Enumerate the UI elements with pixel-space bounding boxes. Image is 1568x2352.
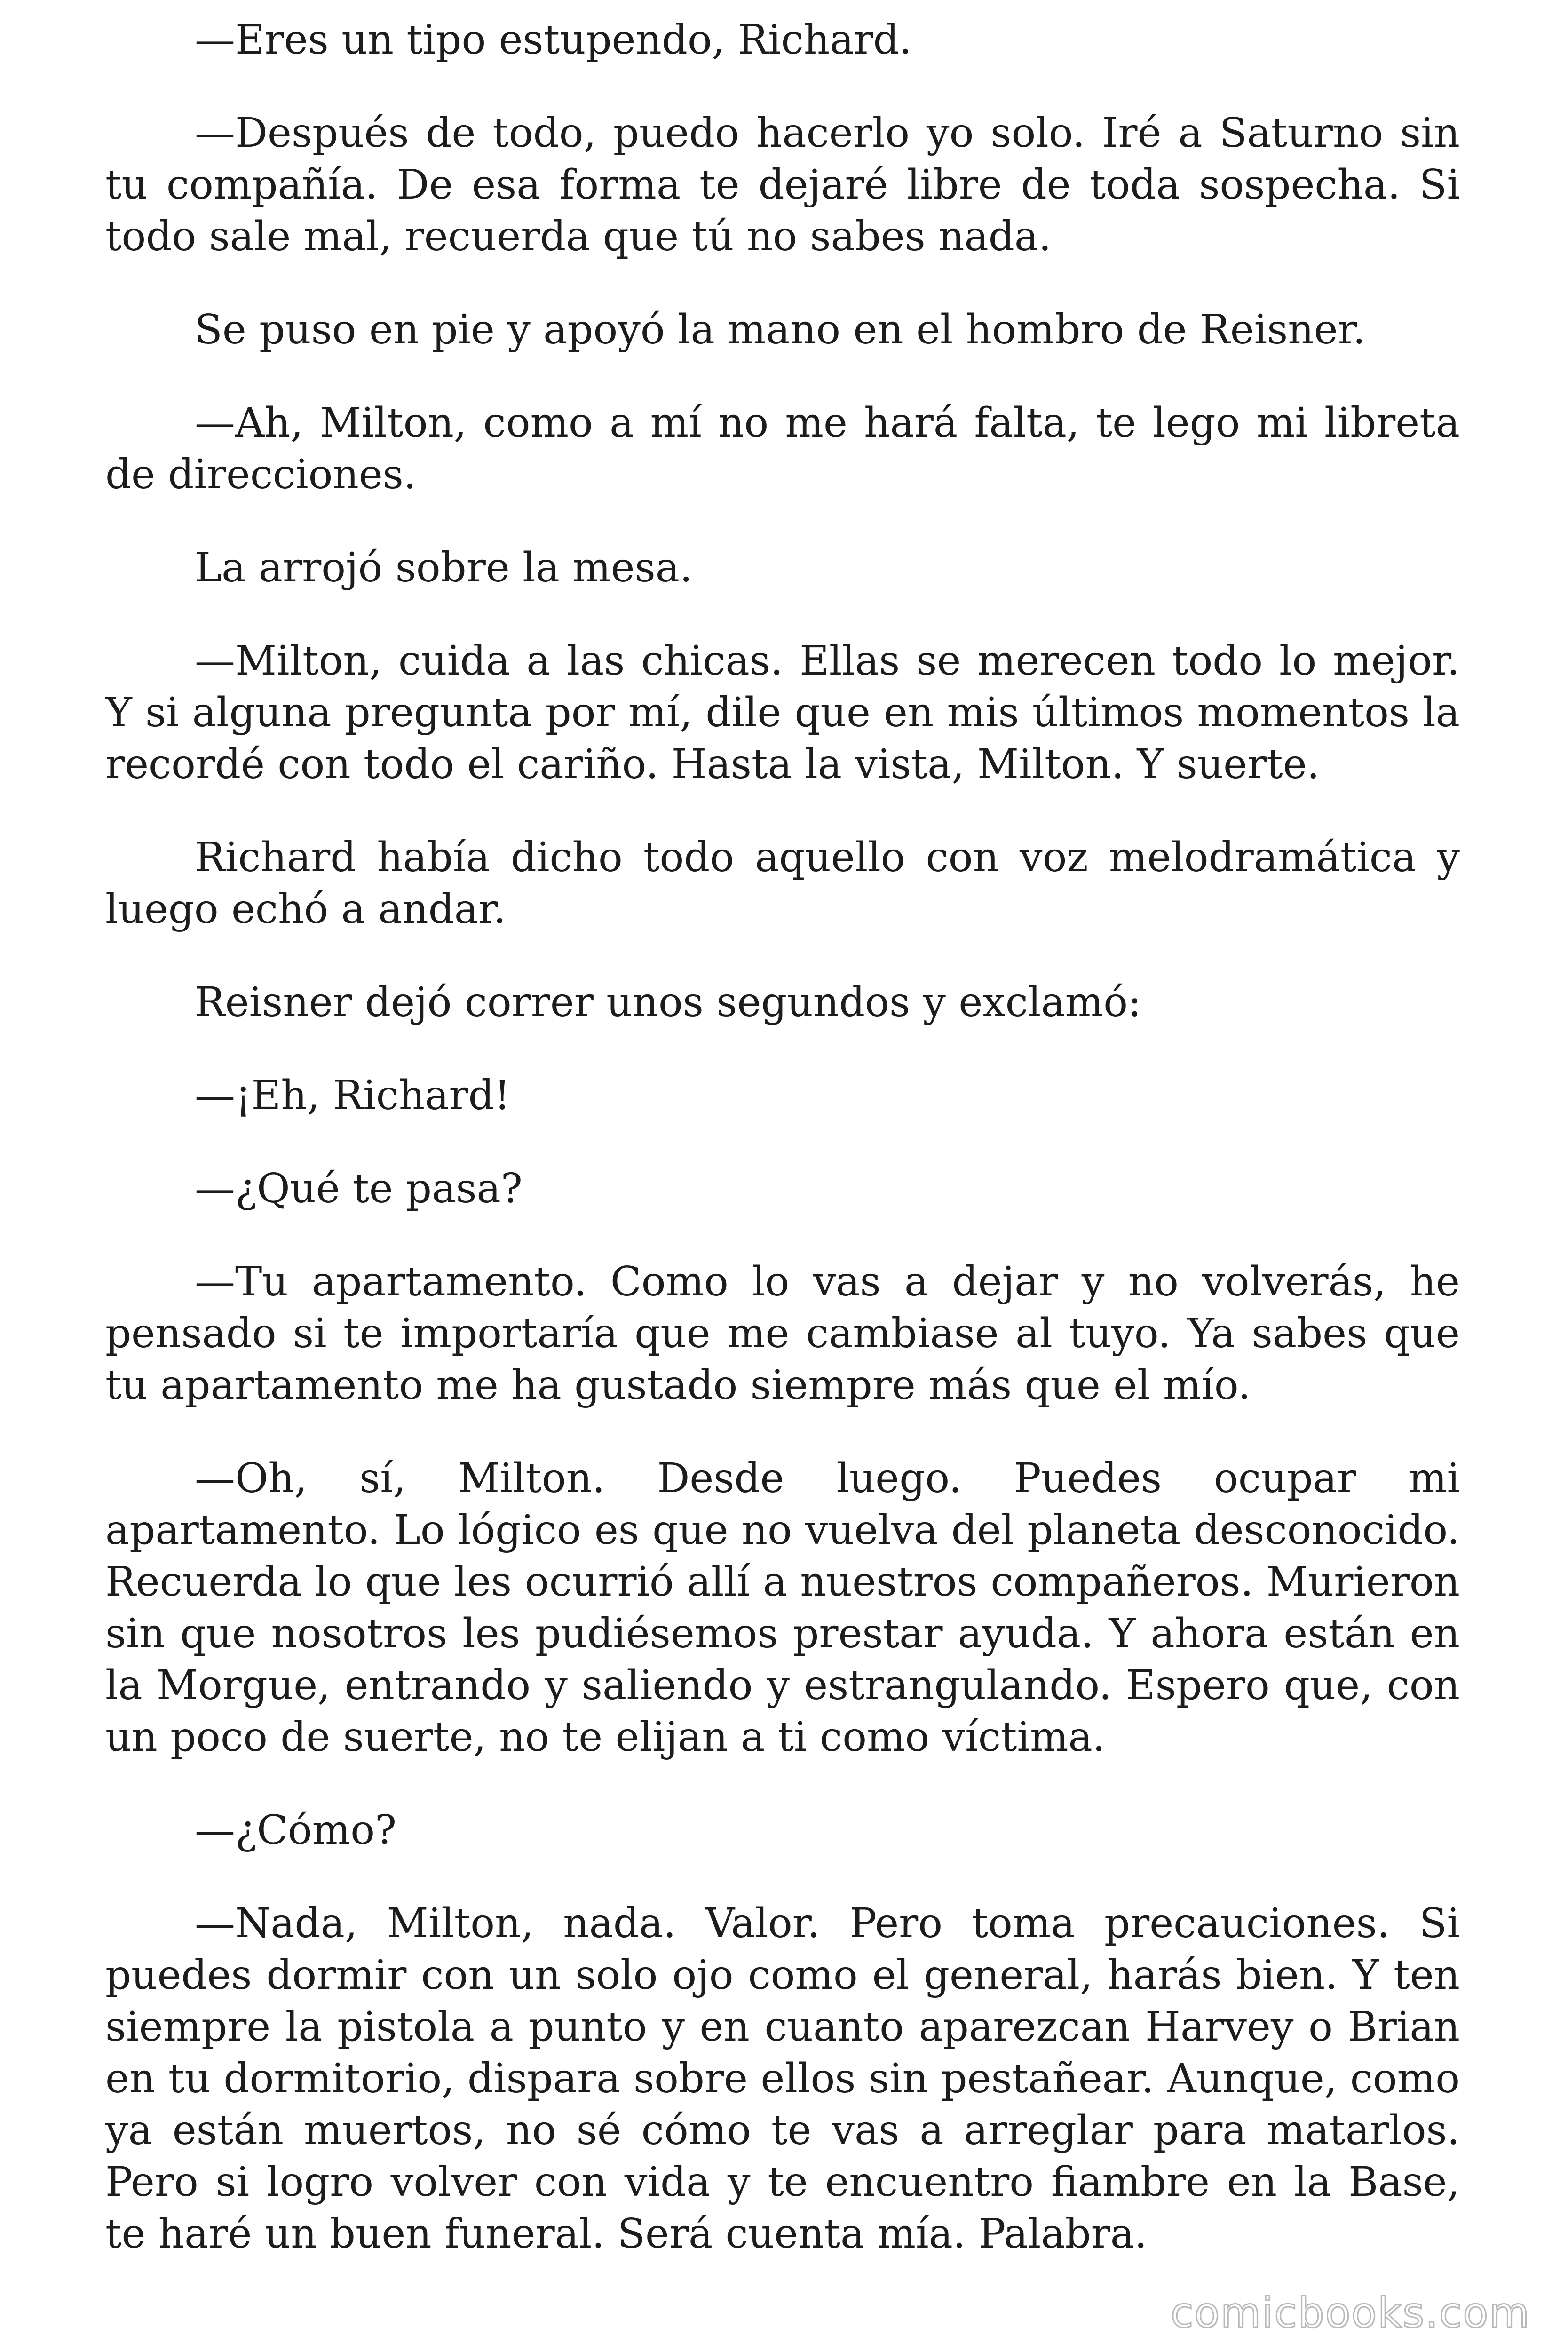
page-text: [105, 14, 1460, 2260]
paragraph: —¿Cómo?: [195, 1807, 397, 1854]
watermark: comicbooks.com: [1170, 2288, 1530, 2337]
paragraph: —Milton, cuida a las chicas. Ellas se merecen todo lo mejor. Y si alguna pregunta por mí, dile que en mis últimos momentos la recordé con todo el cariño. Hasta la vista, Milton. Y suerte.: [105, 637, 1460, 788]
paragraph: —¿Qué te pasa?: [195, 1165, 523, 1212]
paragraph: Reisner dejó correr unos segundos y exclamó:: [195, 979, 1141, 1026]
paragraph: —¡Eh, Richard!: [195, 1072, 511, 1119]
paragraph: La arrojó sobre la mesa.: [195, 544, 693, 591]
paragraph: —Oh, sí, Milton. Desde luego. Puedes ocupar mi apartamento. Lo lógico es que no vuelva del planeta desconocido. Recuerda lo que les ocurrió allí a nuestros compañeros. Murieron sin que nosotros les pudiésemos prestar ayuda. Y ahora están en la Morgue, entrando y saliendo y estrangulando. Espero que, con un poco de suerte, no te elijan a ti como víctima.: [105, 1455, 1460, 1761]
paragraph: Se puso en pie y apoyó la mano en el hombro de Reisner.: [195, 306, 1366, 353]
paragraph: —Ah, Milton, como a mí no me hará falta, te lego mi libreta de direcciones.: [105, 399, 1460, 498]
paragraph: —Después de todo, puedo hacerlo yo solo. Iré a Saturno sin tu compañía. De esa forma te dejaré libre de toda sospecha. Si todo sale mal, recuerda que tú no sabes nada.: [105, 110, 1460, 260]
paragraph: —Eres un tipo estupendo, Richard.: [195, 16, 912, 64]
paragraph: —Nada, Milton, nada. Valor. Pero toma precauciones. Si puedes dormir con un solo ojo como el general, harás bien. Y ten siempre la pistola a punto y en cuanto aparezcan Harvey o Brian en tu dormitorio, dispara sobre ellos sin pestañear. Aunque, como ya están muertos, no sé cómo te vas a arreglar para matarlos. Pero si logro volver con vida y te encuentro fiambre en la Base, te haré un buen funeral. Será cuenta mía. Palabra.: [105, 1900, 1460, 2257]
paragraph: Richard había dicho todo aquello con voz melodramática y luego echó a andar.: [105, 834, 1460, 933]
paragraph: —Tu apartamento. Como lo vas a dejar y no volverás, he pensado si te importaría que me cambiase al tuyo. Ya sabes que tu apartamento me ha gustado siempre más que el mío.: [105, 1258, 1460, 1409]
